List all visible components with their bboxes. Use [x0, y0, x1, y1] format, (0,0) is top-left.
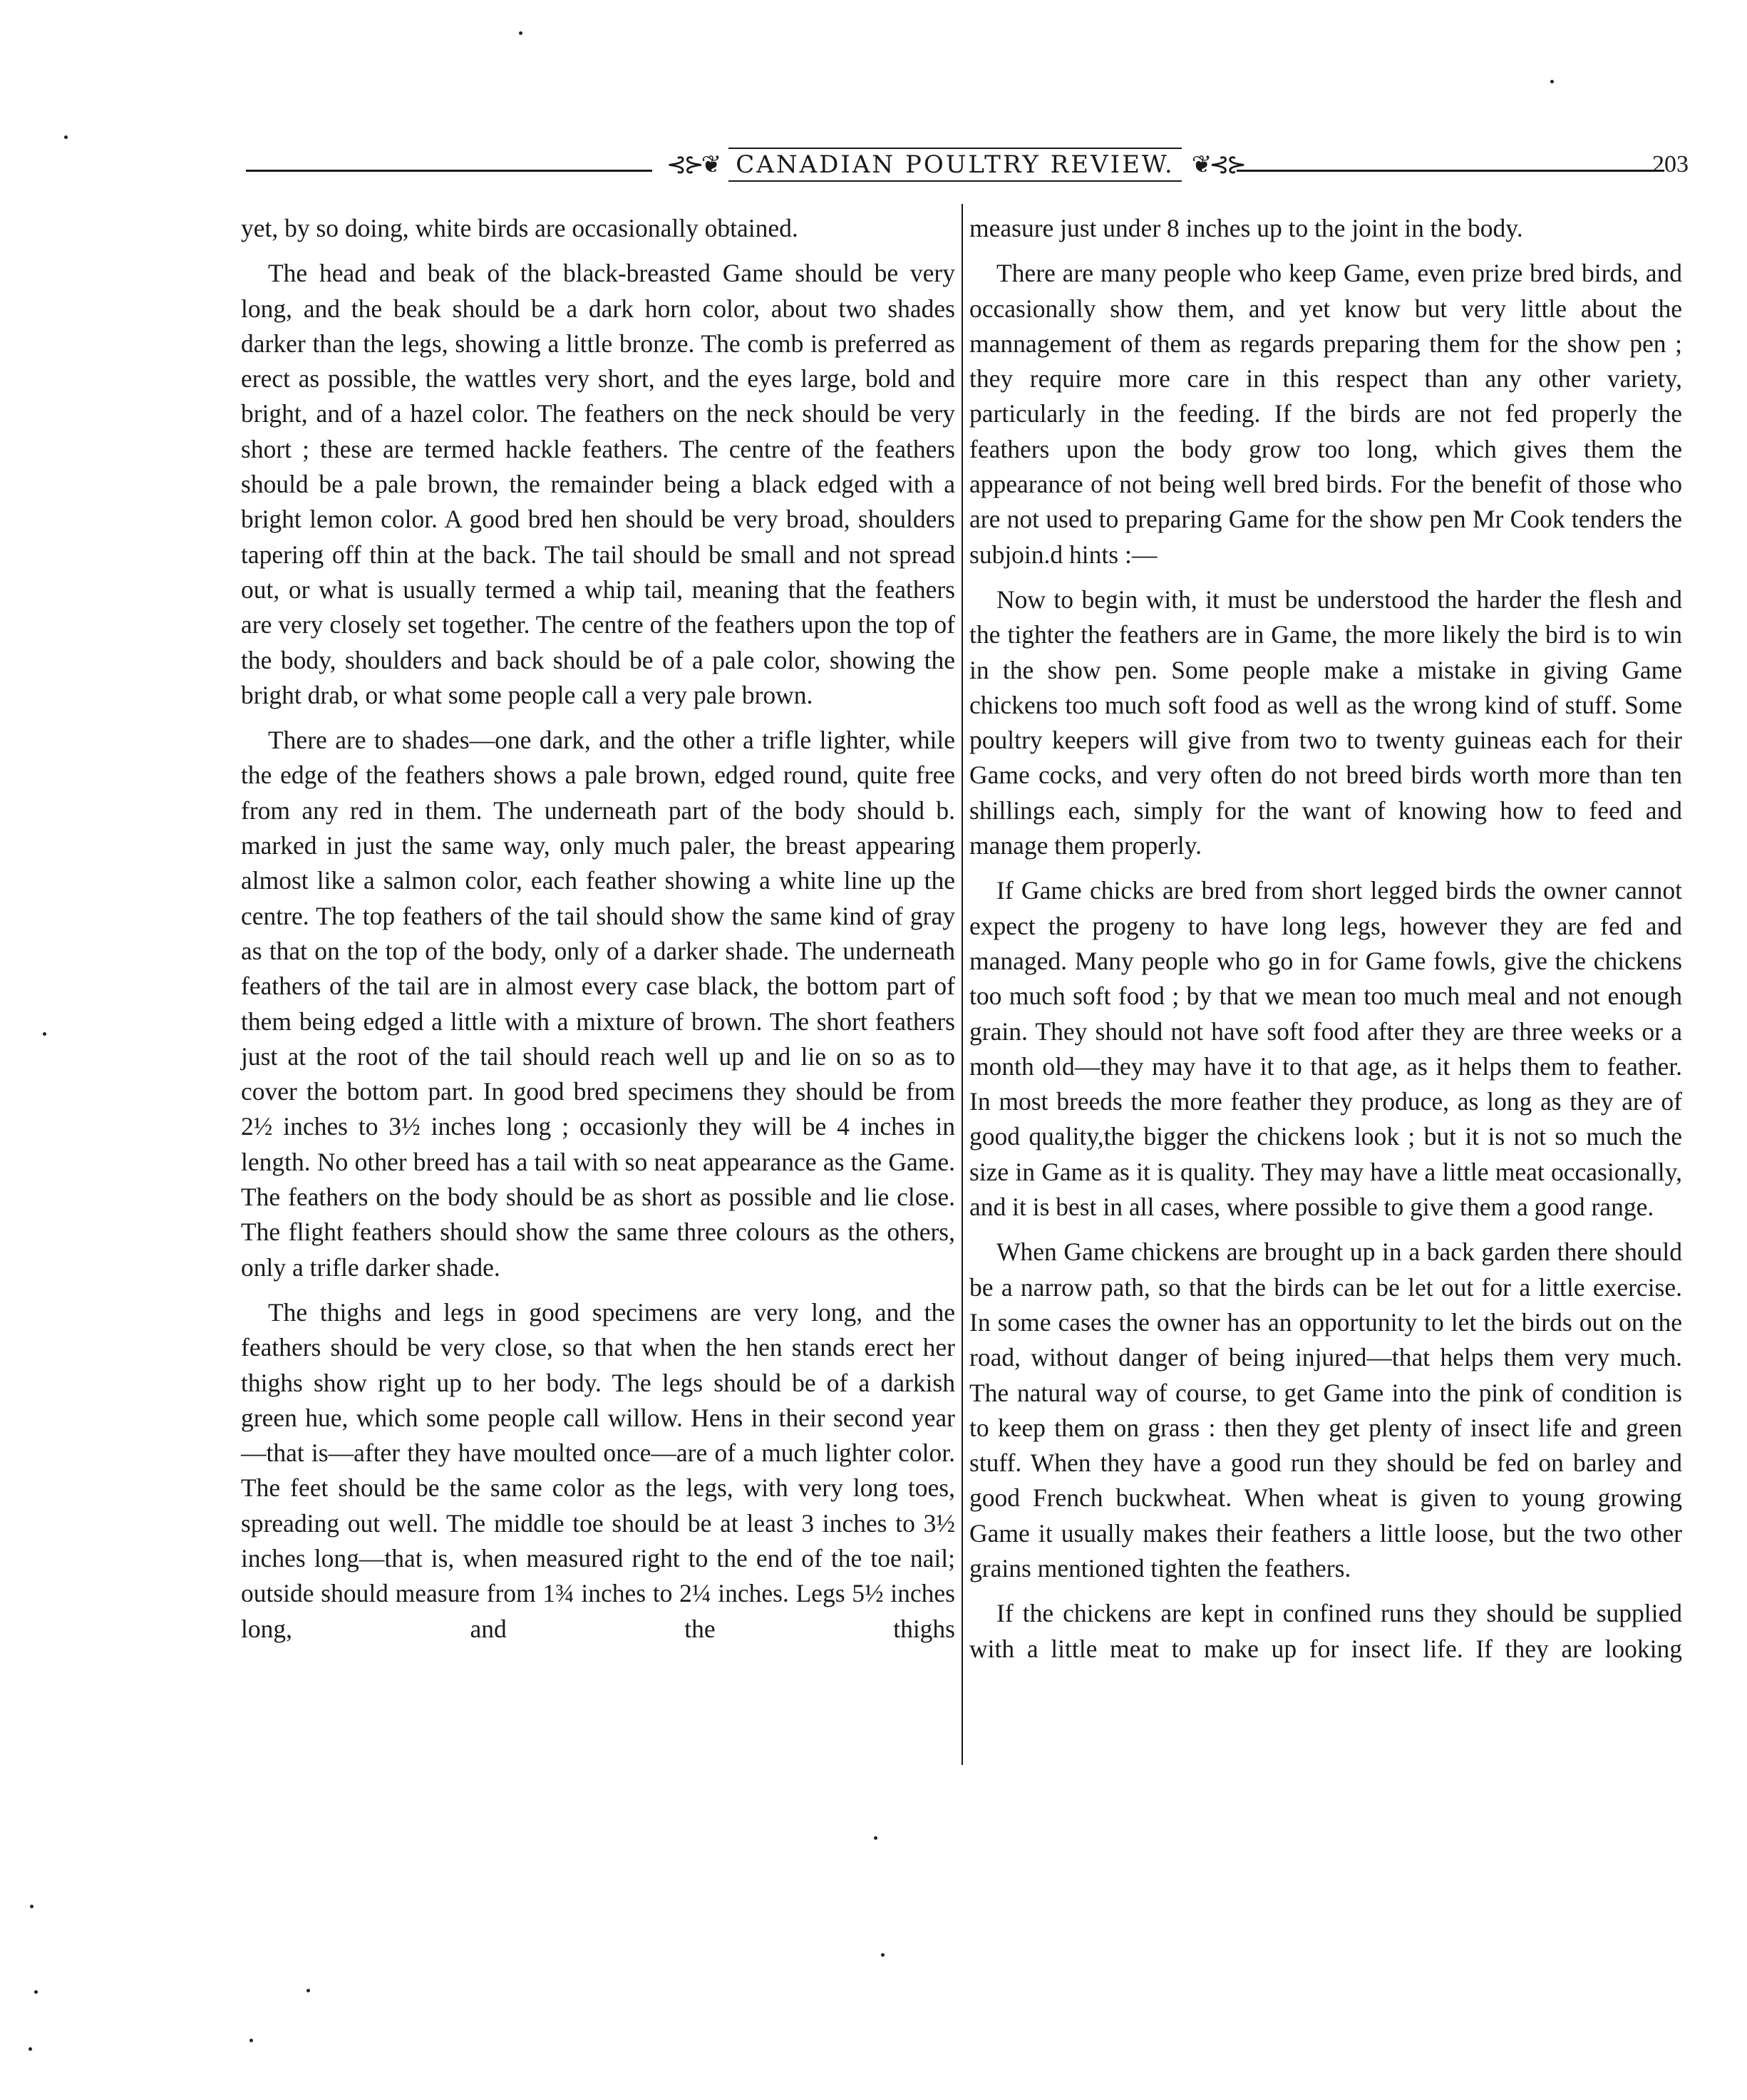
scan-speck — [519, 31, 522, 35]
paragraph: When Game chickens are brought up in a back garden there should be a narrow path, so that the birds can be let out for a little exercise. In some cases the owner has an opportunity to let the birds out on the road, without danger of being injured—that helps them very much. The natural way of course, to get Game into the pink of condition is to keep them on grass : then they get plenty of insect life and green stuff. When they have a good run they should be fed on barley and good French buckwheat. When wheat is given to young growing Game it usually makes their feathers a little loose, but the two other grains mentioned tighten the feathers. — [969, 1237, 1682, 1582]
paragraph: The thighs and legs in good specimens are very long, and the feathers should be very close, so that when the hen stands erect her thighs show right up to her body. The legs should be of a darkish green hue, which some people call willow. Hens in their second year—that is—after they have moulted once—are of a much lighter color. The feet should be the same color as the legs, with very long toes, spreading out well. The middle toe should be at least 3 inches to 3½ inches long—that is, when measured right to the end of the toe nail; outside should measure from 1¾ inches to 2¼ inches. Legs 5½ inches long, and the thighs — [241, 1297, 955, 1643]
page-number: 203 — [1652, 151, 1689, 177]
paragraph: There are to shades—one dark, and the other a trifle lighter, while the edge of the feathers shows a pale brown, edged round, quite free from any red in them. The underneath part of the body should b. marked in just the same way, only much paler, the breast appearing almost like a salmon color, each feather showing a white line up the centre. The top feathers of the tail should show the same kind of gray as that on the top of the body, only of a darker shade. The underneath feathers of the tail are in almost every case black, the bottom part of them being edged a little with a mixture of brown. The short feathers just at the root of the tail should reach well up and lie on so as to cover the bottom part. In good bred specimens they should be from 2½ inches to 3½ inches long ; occasionly they will be 4 inches in length. No other breed has a tail with so neat appearance as the Game. The feathers on the body should be as short as possible and lie close. The flight feathers should show the same three colours as the others, only a trifle darker shade. — [241, 726, 955, 1282]
scan-speck — [30, 1905, 34, 1908]
paragraph: If the chickens are kept in confined runs they should be supplied with a little meat to make up for insect life. If they are looking — [969, 1599, 1682, 1663]
right-column — [969, 211, 1682, 1677]
ornament-right-icon: ❦⊰⊱ — [1191, 150, 1244, 179]
paragraph: There are many people who keep Game, even prize bred birds, and occasionally show them, and yet know but very little about the mannagement of them as regards preparing them for the show pen ; they require more care in this respect than any other variety, particularly in the feeding. If the birds are not fed properly the feathers upon the body grow too long, which gives them the appearance of not being well bred birds. For the benefit of those who are not used to preparing Game for the show pen Mr Cook tenders the subjoin.d hints :— — [969, 259, 1682, 569]
paragraph: The head and beak of the black-breasted Game should be very long, and the beak should be a dark horn color, about two shades darker than the legs, showing a little bronze. The comb is preferred as erect as possible, the wattles very short, and the eyes large, bold and bright, and of a hazel color. The feathers on the neck should be very short ; these are termed hackle feathers. The centre of the feathers should be a pale brown, the remainder being a black edged with a bright lemon color. A good bred hen should be very broad, shoulders tapering off thin at the back. The tail should be small and not spread out, or what is usually termed a whip tail, meaning that the feathers are very closely set together. The centre of the feathers upon the top of the body, shoulders and back should be of a pale color, showing the bright drab, or what some people call a very pale brown. — [241, 259, 955, 709]
ornament-left-icon: ⊰⊱❦ — [666, 150, 719, 179]
masthead-rule-left — [246, 170, 652, 172]
column-divider — [962, 204, 963, 1765]
scan-speck — [29, 2047, 32, 2051]
paragraph: measure just under 8 inches up to the joint in the body. — [969, 214, 1523, 242]
scan-speck — [64, 135, 68, 139]
scan-speck — [881, 1953, 885, 1957]
masthead-title: CANADIAN POULTRY REVIEW. — [728, 148, 1181, 182]
scan-speck — [874, 1836, 877, 1840]
masthead — [666, 140, 1244, 190]
scan-speck — [34, 1990, 38, 1994]
left-column — [241, 211, 955, 1657]
scan-speck — [43, 1032, 46, 1036]
scan-speck — [1550, 80, 1554, 83]
masthead-rule-right — [1237, 170, 1664, 172]
scan-speck — [306, 1989, 310, 1992]
paragraph: If Game chicks are bred from short legged birds the owner cannot expect the progeny to have long legs, however they are fed and managed. Many people who go in for Game fowls, give the chickens too much soft food ; by that we mean too much meal and not enough grain. They should not have soft food after they are three weeks or a month old—they may have it to that age, as it helps them to feather. In most breeds the more feather they produce, as long as they are of good quality,the bigger the chickens look ; but it is not so much the size in Game as it is quality. They may have a little meat occasionally, and it is best in all cases, where possible to give them a good range. — [969, 876, 1682, 1222]
paragraph: Now to begin with, it must be understood the harder the flesh and the tighter the feathers are in Game, the more likely the bird is to win in the show pen. Some people make a mistake in giving Game chickens too much soft food as well as the wrong kind of stuff. Some poultry keepers will give from two to twenty guineas each for their Game cocks, and very often do not breed birds worth more than ten shillings each, simply for the want of knowing how to feed and manage them properly. — [969, 585, 1682, 860]
scan-speck — [249, 2039, 253, 2042]
paragraph: yet, by so doing, white birds are occasionally obtained. — [241, 214, 798, 242]
